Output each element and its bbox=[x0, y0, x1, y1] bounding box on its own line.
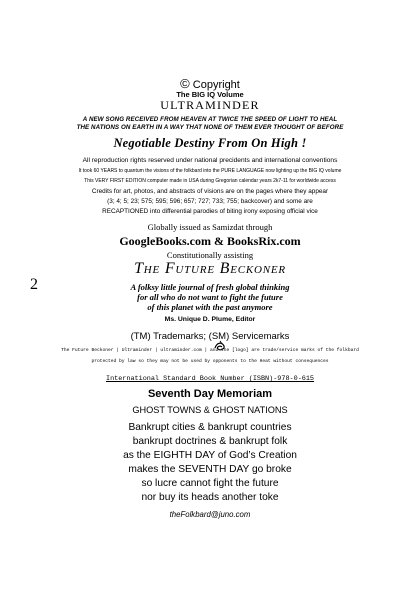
memoriam-title: Seventh Day Memoriam bbox=[147, 388, 273, 400]
rights-line-5: (3; 4; 5; 23; 575; 595; 596; 657; 727; 733; 755; backcover) and some are bbox=[107, 198, 313, 205]
editor-line: Ms. Unique D. Plume, Editor bbox=[164, 316, 256, 323]
ultraminder-title: ULTRAMINDER bbox=[160, 98, 260, 112]
rights-line-4: Credits for art, photos, and abstracts of visions are on the pages where they appear bbox=[91, 188, 329, 195]
rights-line-6: RECAPTIONED into differential parodies of biting irony exposing official vice bbox=[102, 208, 318, 215]
email-link[interactable]: theFolkbard@juno.com bbox=[169, 510, 251, 519]
poem-line-6: nor buy its heads another toke bbox=[141, 492, 279, 503]
poem-line-2: bankrupt doctrines & bankrupt folk bbox=[132, 436, 288, 447]
poem-line-1: Bankrupt cities & bankrupt countries bbox=[128, 422, 292, 433]
folkbard-logo-icon bbox=[213, 339, 227, 353]
marks-line-2: protected by law so they may not be used by opponents to the Heat without consequences bbox=[91, 359, 329, 364]
books-line: GoogleBooks.com & BooksRix.com bbox=[119, 234, 301, 248]
big-iq-volume: The BIG IQ Volume bbox=[176, 90, 244, 99]
trademarks-line: (TM) Trademarks; (SM) Servicemarks bbox=[130, 331, 290, 342]
folksy-line-1: A folksy little journal of fresh global thinking bbox=[130, 282, 290, 292]
folksy-line-3: of this planet with the past anymore bbox=[147, 302, 273, 312]
rights-line-1: All reproduction rights reserved under national precidents and international conventions bbox=[82, 157, 338, 164]
negotiable-destiny: Negotiable Destiny From On High ! bbox=[113, 136, 307, 150]
song-line-2: THE NATIONS ON EARTH IN A WAY THAT NONE OF THEM EVER THOUGHT OF BEFORE bbox=[76, 124, 344, 131]
copyright-symbol: © bbox=[180, 76, 190, 91]
copyright-text: Copyright bbox=[192, 79, 240, 91]
poem-line-5: so lucre cannot fight the future bbox=[141, 478, 279, 489]
poem-line-3: as the EIGHTH DAY of God’s Creation bbox=[123, 450, 297, 461]
isbn-line: International Standard Book Number (ISBN)-978-0-615 bbox=[105, 375, 315, 383]
memoriam-subtitle: GHOST TOWNS & GHOST NATIONS bbox=[132, 405, 288, 415]
issued-line: Globally issued as Samizdat through bbox=[147, 222, 273, 232]
rights-line-3: This VERY FIRST EDITION computer made in USA during Gregorian calendar years 2k7-11 for worldwide access bbox=[84, 178, 336, 184]
poem-line-4: makes the SEVENTH DAY go broke bbox=[128, 464, 292, 475]
rights-line-2: It took 60 YEARS to quantum the visions of the folkbard into the PURE LANGUAGE now lighting up the BIG IQ volume bbox=[78, 168, 342, 174]
page-number: 2 bbox=[30, 276, 38, 293]
future-beckoner-title: The Future Beckoner bbox=[134, 260, 286, 277]
song-line-1: A NEW SONG RECEIVED FROM HEAVEN AT TWICE THE SPEED OF LIGHT TO HEAL bbox=[82, 116, 338, 123]
assisting-line: Constitutionally assisting bbox=[166, 250, 254, 260]
copyright-line bbox=[0, 76, 420, 91]
folksy-line-2: for all who do not want to fight the future bbox=[137, 292, 283, 302]
marks-line-1: The Future Beckoner | Ultraminder | ultraminder.com | and the [logo] are trade/service marks of the folkbard bbox=[61, 348, 359, 353]
